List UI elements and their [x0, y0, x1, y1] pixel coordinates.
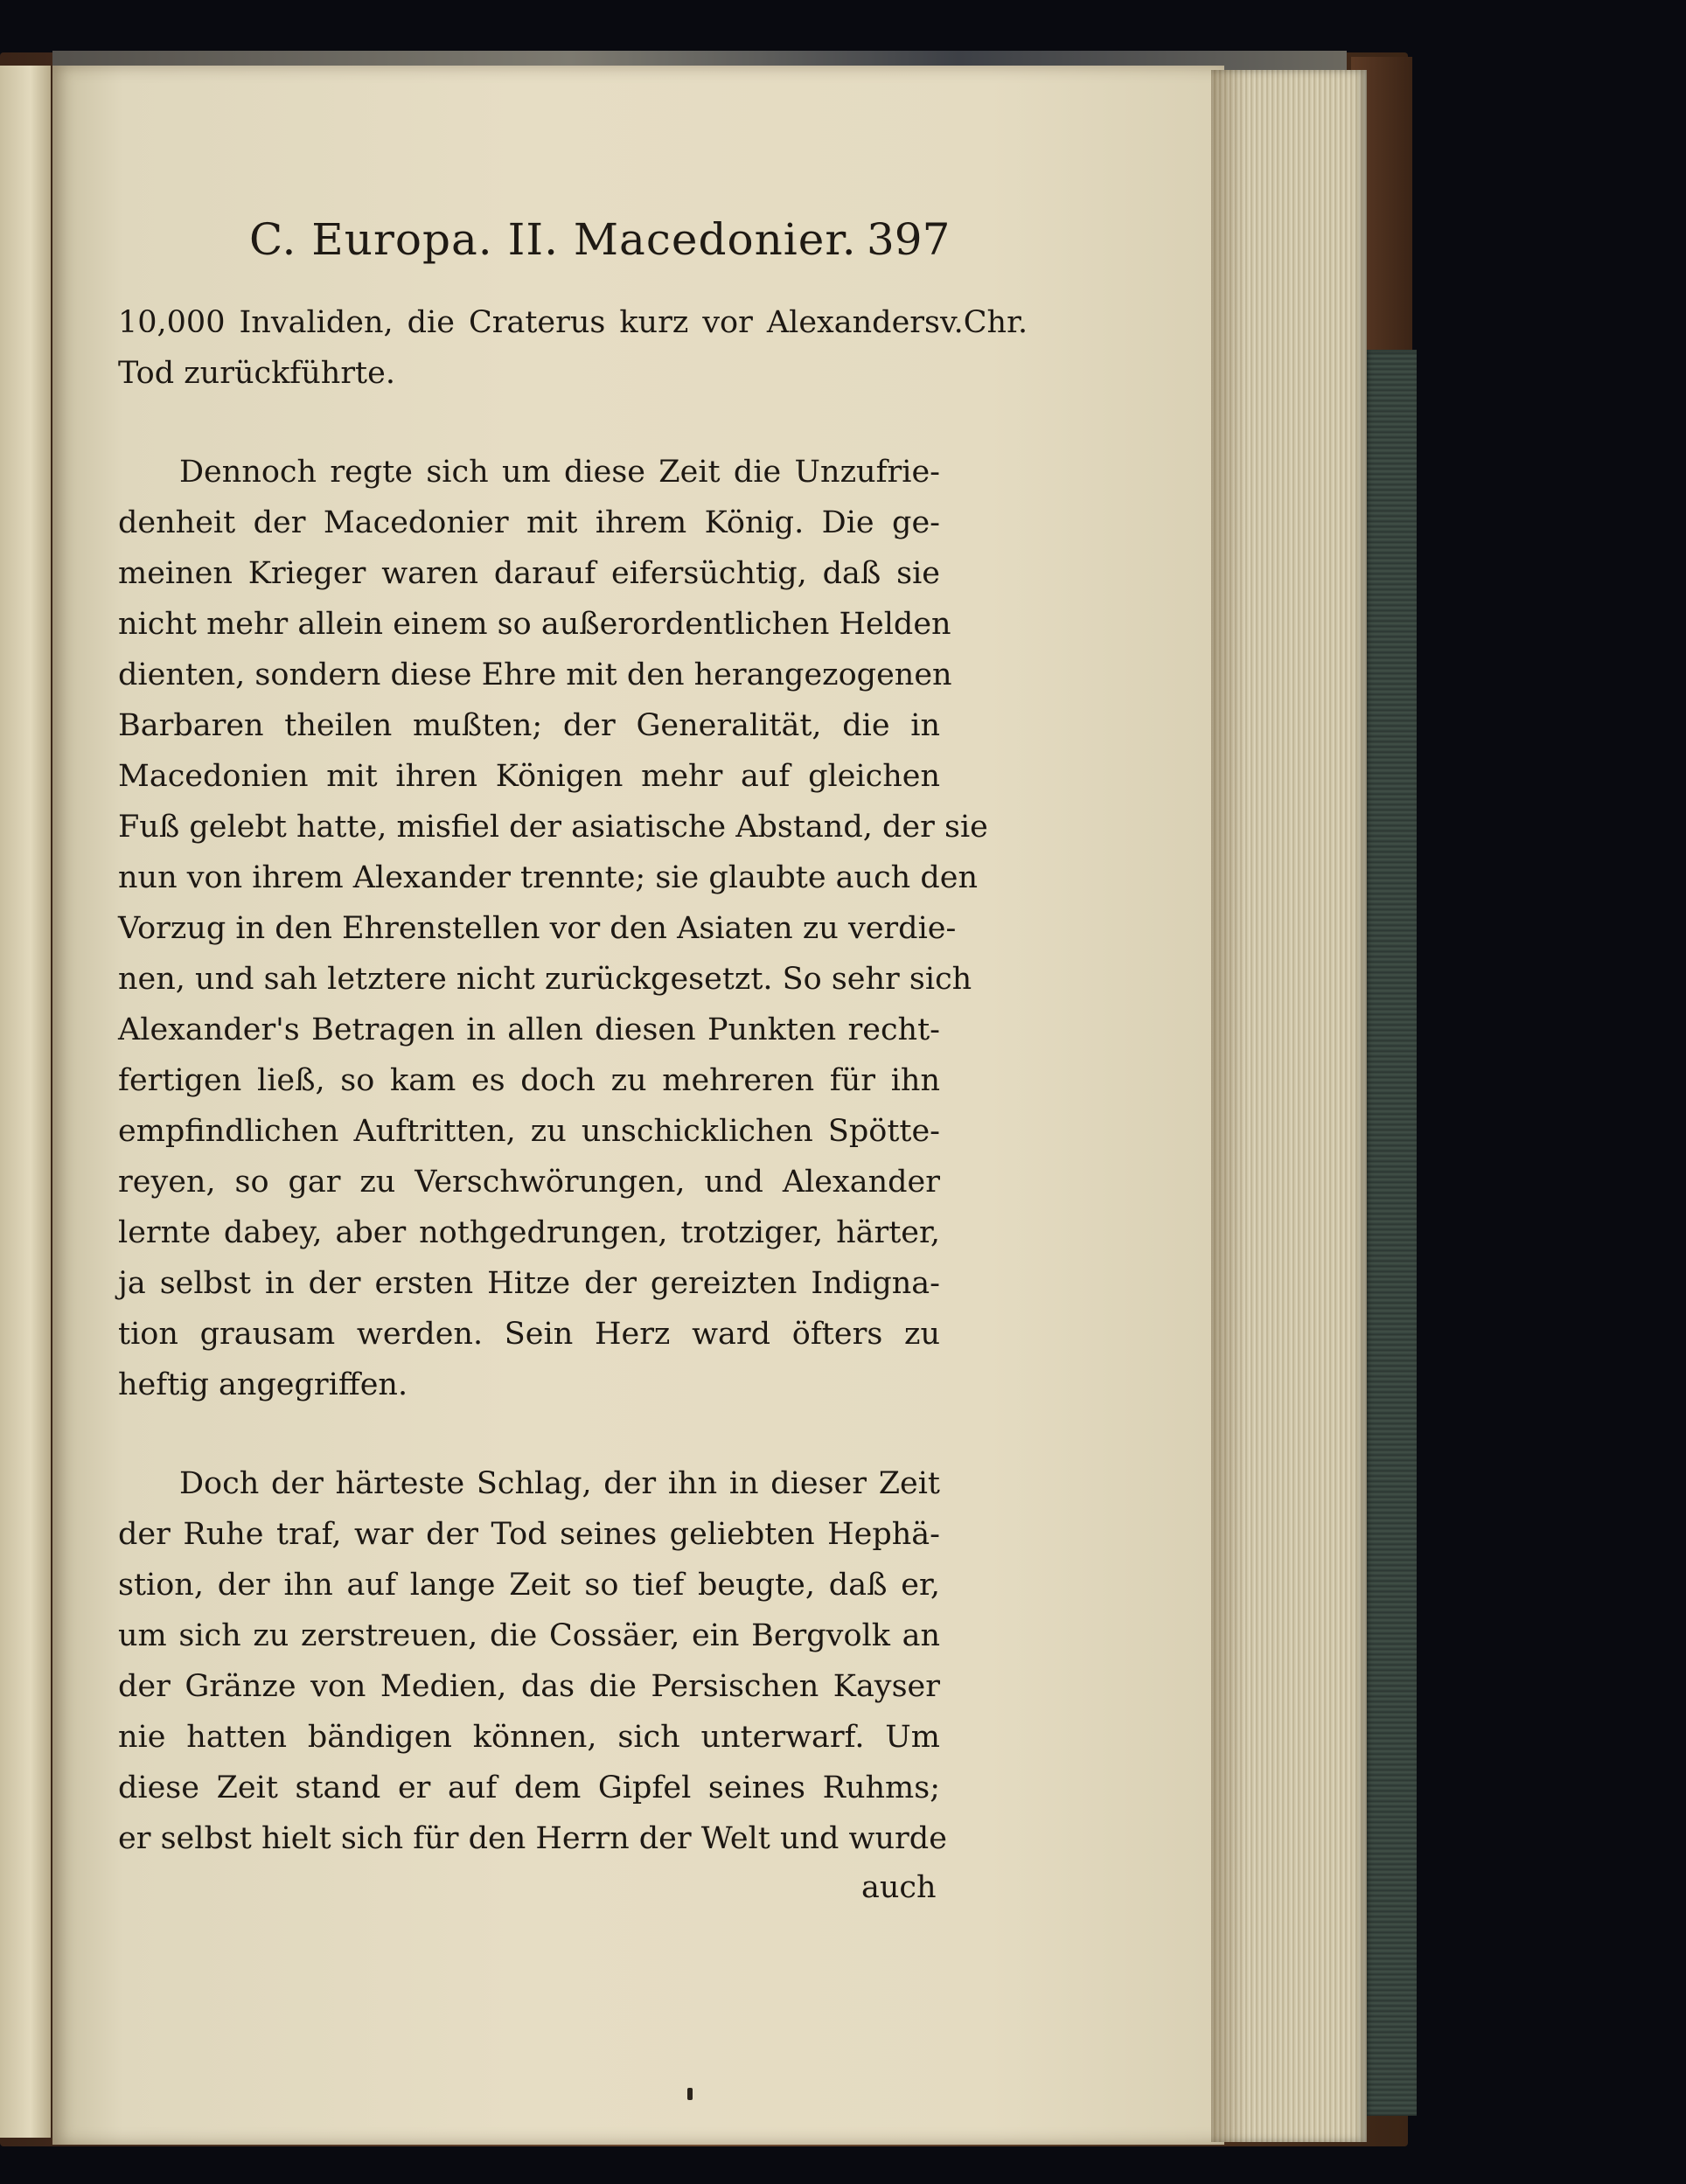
text-line: der Gränze von Medien, das die Persischen Kayser [118, 1669, 940, 1704]
text-line: denheit der Macedonier mit ihrem König. Die ge- [118, 505, 940, 540]
text-line: Tod zurückführte. [118, 356, 395, 391]
text-line: nicht mehr allein einem so außerordentlichen Helden [118, 607, 951, 642]
text-line: Vorzug in den Ehrenstellen vor den Asiaten zu verdie- [118, 911, 957, 946]
text-line: empfindlichen Auftritten, zu unschicklichen Spötte- [118, 1114, 940, 1149]
text-line: stion, der ihn auf lange Zeit so tief beugte, daß er, [118, 1568, 940, 1603]
catchword: auch [861, 1870, 937, 1905]
text-line: fertigen ließ, so kam es doch zu mehreren für ihn [118, 1063, 940, 1098]
text-line: nun von ihrem Alexander trennte; sie glaubte auch den [118, 860, 978, 895]
page-edges-shadow [1211, 70, 1246, 2142]
book-cover-marbled-board [1364, 350, 1417, 2116]
text-line: 10,000 Invaliden, die Craterus kurz vor Alexanders [118, 305, 940, 340]
facing-page-edge [0, 66, 53, 2138]
margin-note: v.Chr. [940, 305, 1028, 340]
text-line: lernte dabey, aber nothgedrungen, trotziger, härter, [118, 1215, 940, 1250]
ink-speck [687, 2088, 693, 2100]
running-head [249, 214, 949, 267]
text-line: nie hatten bändigen können, sich unterwarf. Um [118, 1720, 940, 1755]
text-line: diese Zeit stand er auf dem Gipfel seines Ruhms; [118, 1770, 940, 1805]
text-line: tion grausam werden. Sein Herz ward öfters zu [118, 1317, 940, 1352]
text-line: heftig angegriffen. [118, 1367, 408, 1402]
running-head-title: C. Europa. II. Macedonier. [249, 214, 857, 265]
text-line: dienten, sondern diese Ehre mit den herangezogenen [118, 657, 952, 692]
text-line: Barbaren theilen mußten; der Generalität, die in [118, 708, 940, 743]
text-line: Fuß gelebt hatte, misfiel der asiatische Abstand, der sie [118, 810, 988, 845]
text-line: der Ruhe traf, war der Tod seines geliebten Hephä- [118, 1517, 940, 1552]
text-line: reyen, so gar zu Verschwörungen, und Alexander [118, 1165, 940, 1200]
text-line: Dennoch regte sich um diese Zeit die Unzufrie- [179, 455, 940, 490]
text-line: er selbst hielt sich für den Herrn der Welt und wurde [118, 1821, 947, 1856]
paragraph-gap [118, 399, 940, 447]
paragraph-gap [118, 1410, 940, 1458]
text-line: Macedonien mit ihren Königen mehr auf gleichen [118, 759, 940, 794]
text-line: ja selbst in der ersten Hitze der gereizten Indigna- [118, 1266, 940, 1301]
text-line: um sich zu zerstreuen, die Cossäer, ein Bergvolk an [118, 1618, 940, 1653]
page-number: 397 [867, 214, 951, 265]
text-line: Alexander's Betragen in allen diesen Punkten recht- [118, 1012, 940, 1047]
text-line: nen, und sah letztere nicht zurückgesetzt. So sehr sich [118, 962, 972, 997]
text-line: Doch der härteste Schlag, der ihn in dieser Zeit [179, 1466, 940, 1501]
text-line: meinen Krieger waren darauf eifersüchtig, daß sie [118, 556, 940, 591]
